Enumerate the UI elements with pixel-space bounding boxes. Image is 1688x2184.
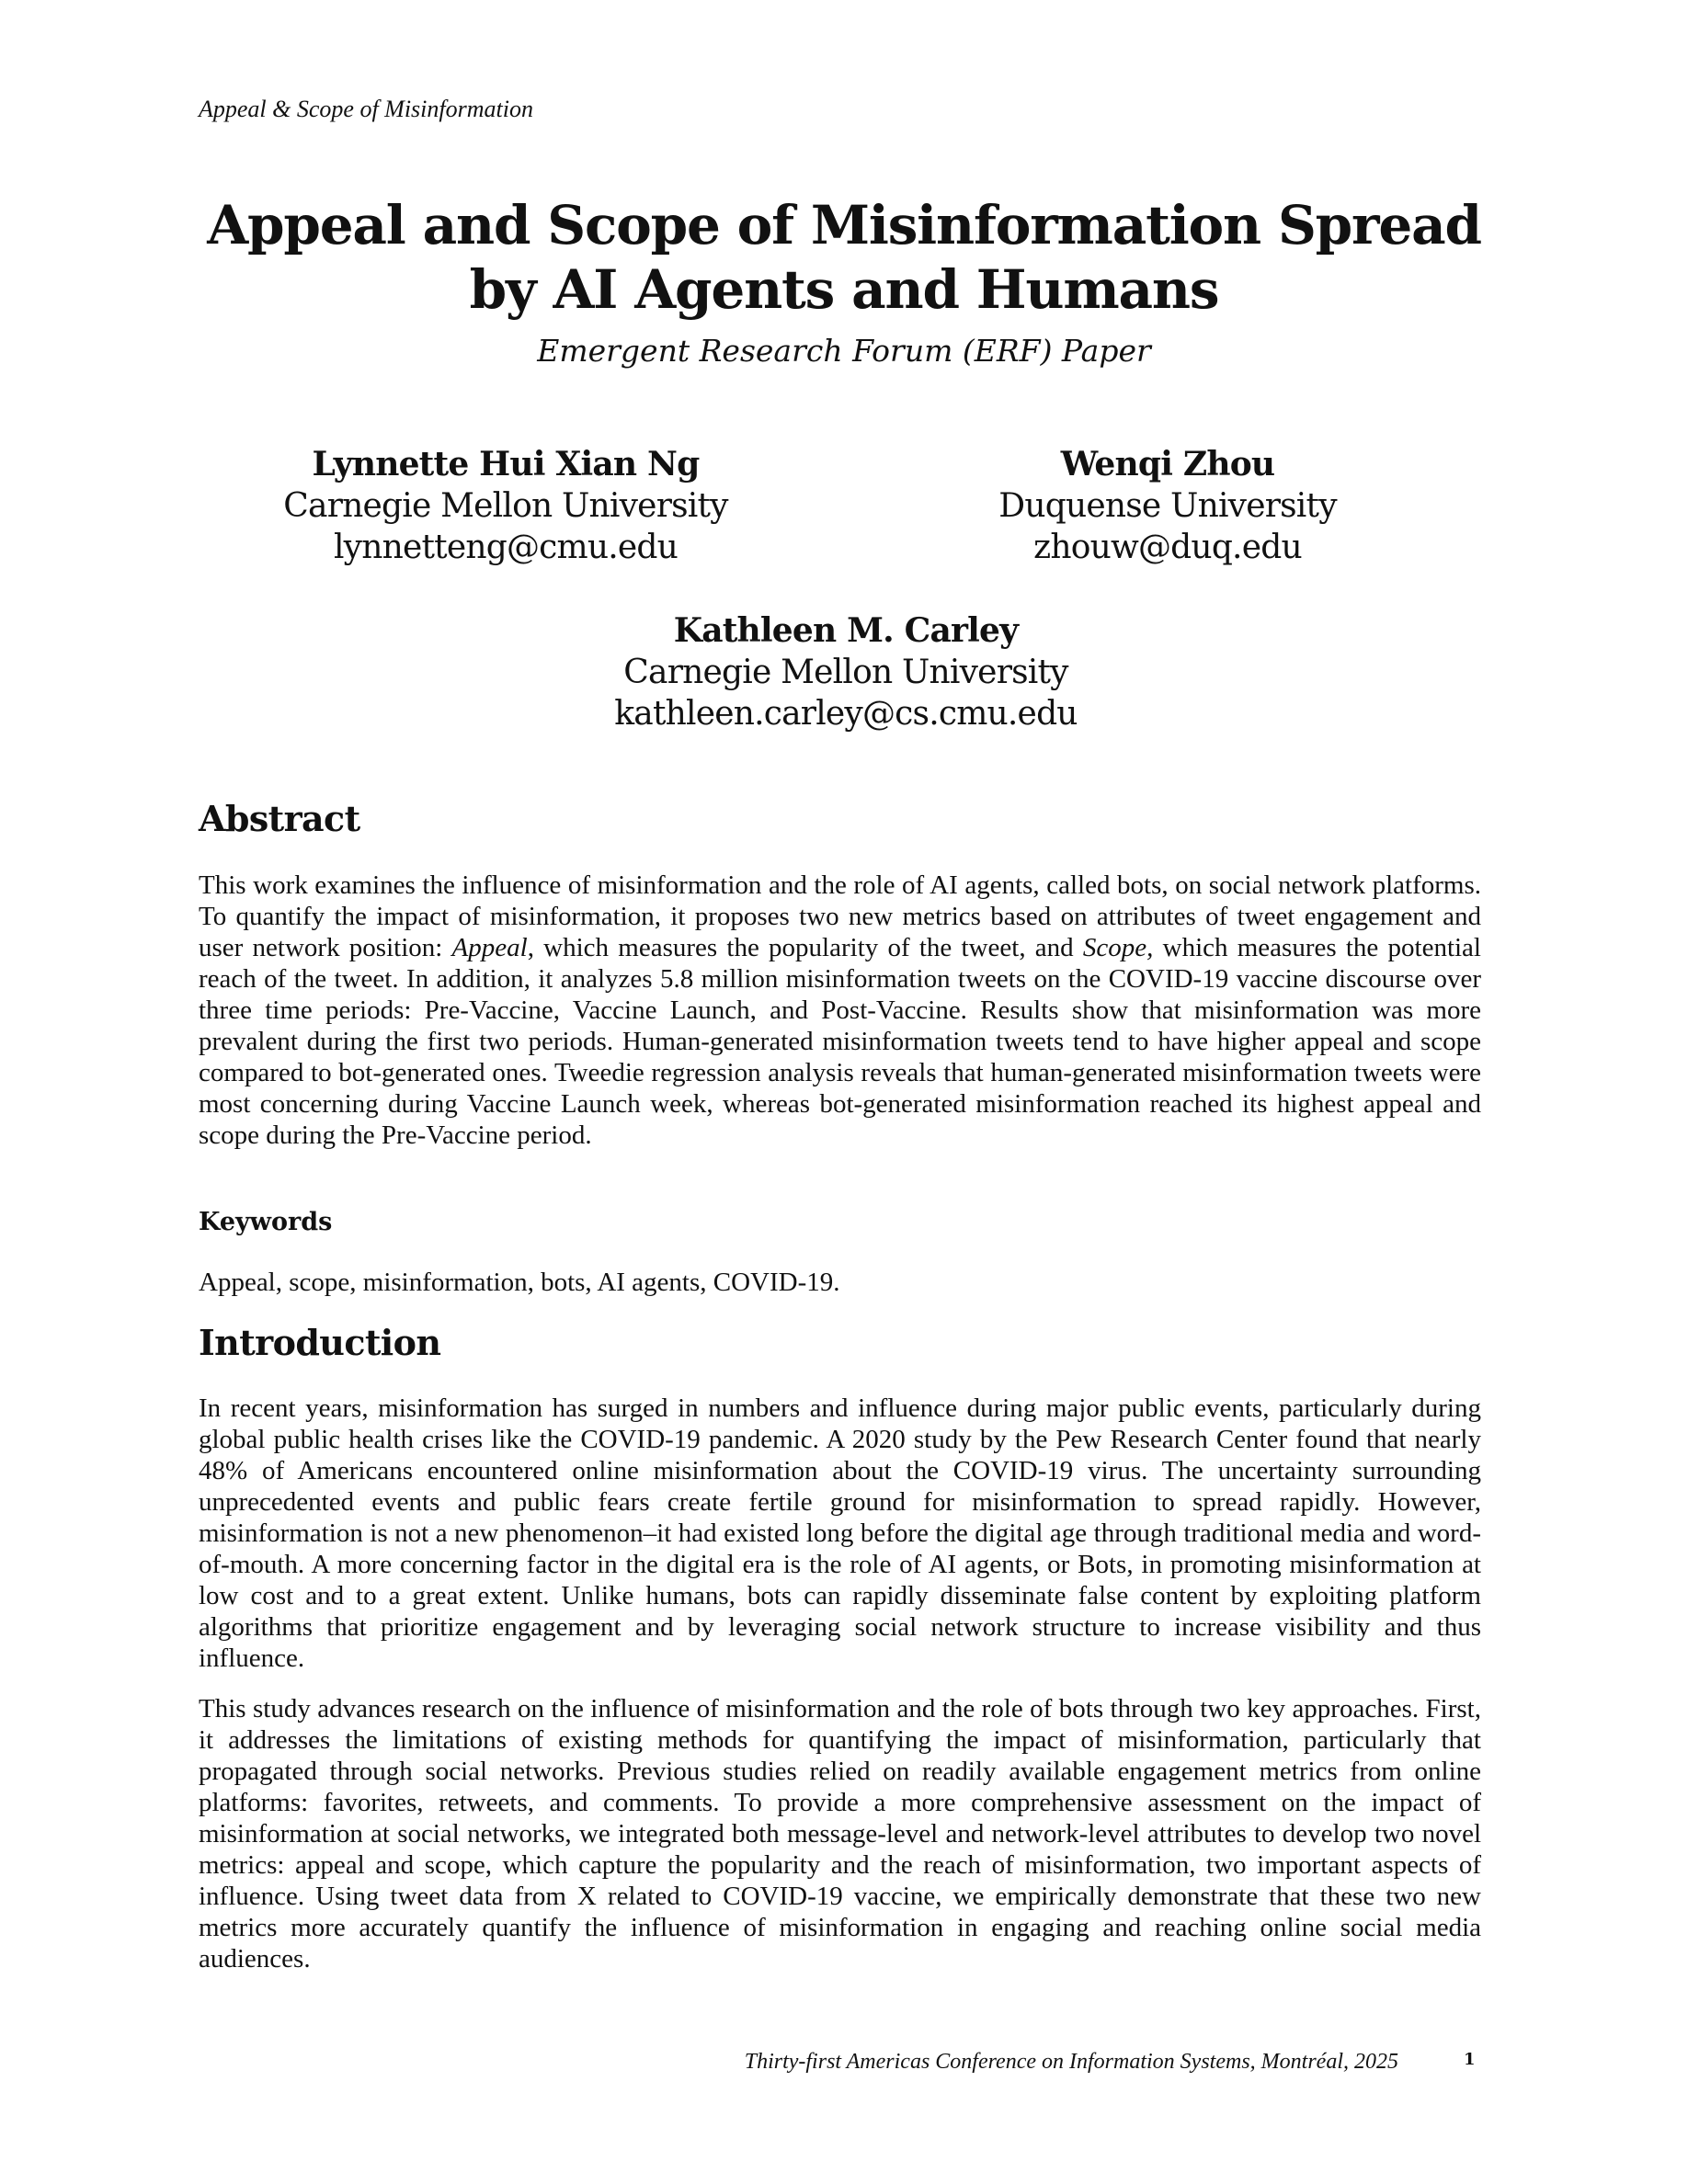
introduction-paragraph-2: This study advances research on the influence of misinformation and the role of bots through two key approaches. First, it addresses the limitations of existing methods for quantifying the impact of misinformation, particularly that propagated through social networks. Previous studies relied on readily available engagement metrics from online platforms: favorites, retweets, and comments. To provide a more comprehensive assessment on the impact of misinformation at social networks, we integrated both message-level and network-level attributes to develop two novel metrics: appeal and scope, which capture the popularity and the reach of misinformation, two important aspects of influence. Using tweet data from X related to COVID-19 vaccine, we empirically demonstrate that these two new metrics more accurately quantify the influence of misinformation in engaging and reaching online social media audiences. [199,1694,1481,1974]
page-number: 1 [1464,2050,1476,2069]
author-name: Kathleen M. Carley [673,611,1019,650]
paper-title-line-1: Appeal and Scope of Misinformation Spread [207,194,1481,256]
introduction-heading: Introduction [199,1322,441,1363]
author-affiliation: Carnegie Mellon University [623,654,1068,691]
abstract-heading: Abstract [199,798,360,839]
author-email: zhouw@duq.edu [1033,529,1302,566]
abstract-text-part: This work examines the influence of misinformation and the role of AI agents, called bots, on social network platforms. To quantify the impact of misinformation, it proposes two new metrics based on attributes of tweet engagement and user network position: [199,870,1481,962]
author-block-2 [883,444,1453,568]
introduction-paragraph-1: In recent years, misinformation has surged in numbers and influence during major public events, particularly during global public health crises like the COVID-19 pandemic. A 2020 study by the Pew Research Center found that nearly 48% of Americans encountered online misinformation about the COVID-19 virus. The uncertainty surrounding unprecedented events and public fears create fertile ground for misinformation to spread rapidly. However, misinformation is not a new phenomenon–it had existed long before the digital age through traditional media and word-of-mouth. A more concerning factor in the digital era is the role of AI agents, or Bots, in promoting misinformation at low cost and to a great extent. Unlike humans, bots can rapidly disseminate false content by exploiting platform algorithms that prioritize engagement and by leveraging social network structure to increase visibility and thus influence. [199,1393,1481,1673]
abstract-text-part: , which measures the popularity of the tweet, and [527,933,1083,962]
author-name: Wenqi Zhou [1060,445,1275,483]
keywords-text: Appeal, scope, misinformation, bots, AI agents, COVID-19. [199,1268,840,1297]
abstract-term-appeal: Appeal [451,933,528,962]
footer-conference: Thirty-first Americas Conference on Information Systems, Montréal, 2025 [744,2050,1398,2074]
paper-subtitle: Emergent Research Forum (ERF) Paper [537,333,1151,369]
abstract-text [199,870,1481,1151]
author-affiliation: Carnegie Mellon University [283,487,728,525]
abstract-term-scope: Scope, [1082,933,1154,962]
keywords-heading: Keywords [199,1208,333,1236]
paper-title [199,193,1489,322]
abstract-text-part: which measures the potential reach of the tweet. In addition, it analyzes 5.8 million misinformation tweets on the COVID-19 vaccine discourse over three time periods: Pre-Vaccine, Vaccine Launch, and Post-Vaccine. Results show that misinformation was more prevalent during the first two periods. Human-generated misinformation tweets tend to have higher appeal and scope compared to bot-generated ones. Tweedie regression analysis reveals that human-generated misinformation tweets were most concerning during Vaccine Launch week, whereas bot-generated misinformation reached its highest appeal and scope during the Pre-Vaccine period. [199,933,1481,1150]
author-block-1 [221,444,791,568]
title-block [199,193,1489,370]
running-head: Appeal & Scope of Misinformation [199,96,533,122]
author-block-3 [515,610,1177,734]
author-name: Lynnette Hui Xian Ng [312,445,700,483]
author-email: lynnetteng@cmu.edu [333,529,679,566]
author-affiliation: Duquense University [998,487,1337,525]
paper-title-line-2: by AI Agents and Humans [469,258,1219,321]
author-email: kathleen.carley@cs.cmu.edu [614,695,1078,733]
